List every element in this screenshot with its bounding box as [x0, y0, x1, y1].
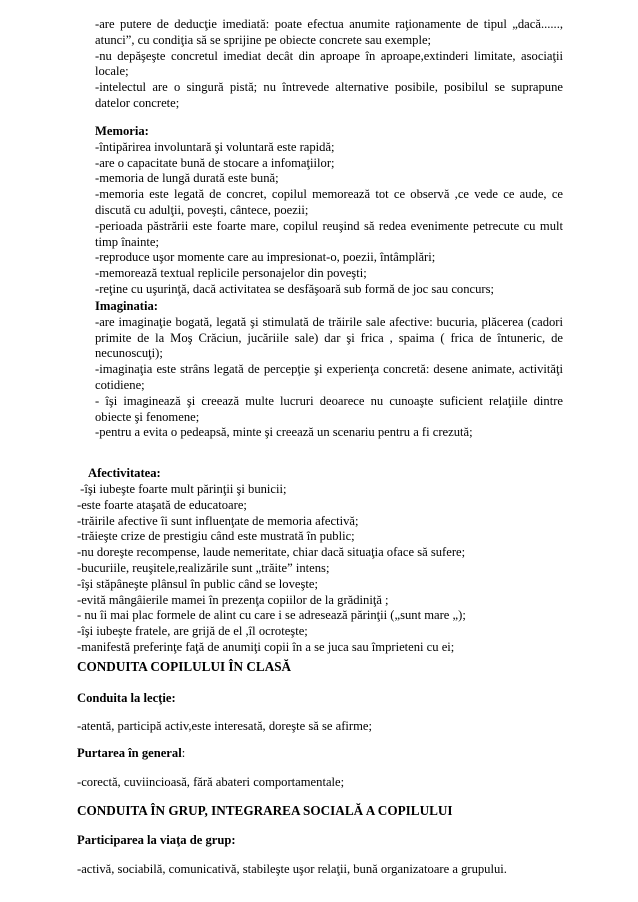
afectivitatea-line: -trăieşte crize de prestigiu când este mustrată în public;	[77, 529, 355, 544]
imaginatia-line: - îşi imaginează şi creează multe lucruri deoarece nu cunoaşte suficient relaţiile dintre obiecte şi fenomene;	[95, 393, 563, 424]
conduita-clasa-heading-wrap	[77, 659, 567, 675]
memoria-section	[95, 124, 563, 298]
memoria-line: -întipărirea involuntară şi voluntară este rapidă;	[95, 139, 335, 154]
purtare-heading-line	[77, 746, 567, 762]
conduita-grup-heading-wrap	[77, 803, 567, 819]
memoria-line: -perioada păstrării este foarte mare, copilul reuşind să redea evenimente petrecute cu mult timp înainte;	[95, 218, 563, 249]
intellect-line: -are putere de deducţie imediată: poate efectua anumite raţionamente de tipul „dacă......, atunci”, cu condiţia să se sprijine pe obiecte concrete sau exemple;	[95, 17, 563, 47]
memoria-line: -memorează textual replicile personajelor din poveşti;	[95, 266, 367, 281]
participare-text-wrap	[77, 862, 567, 878]
afectivitatea-line: -evită mângâierile mamei în prezenţa copiilor de la grădiniţă ;	[77, 592, 389, 607]
afectivitatea-line: -îşi iubeşte foarte mult părinţii şi bunicii;	[77, 482, 287, 496]
imaginatia-line: -pentru a evita o pedeapsă, minte şi creează un scenariu pentru a fi crezută;	[95, 425, 473, 440]
imaginatia-section	[95, 299, 563, 441]
memoria-line: -memoria este legată de concret, copilul memorează tot ce observă ,ce vede ce aude, ce discută cu adulţii, poveşti, cântece, poezii;	[95, 187, 563, 217]
conduita-lectie-heading-wrap	[77, 691, 567, 707]
purtare-text: -corectă, cuviincioasă, fără abateri comportamentale;	[77, 775, 345, 789]
afectivitatea-line: -este foarte ataşată de educatoare;	[77, 497, 247, 512]
intellect-line: -nu depăşeşte concretul imediat decât din aproape în aproape,extinderi limitate, asociaţii locale;	[95, 48, 563, 79]
imaginatia-line: -imaginaţia este strâns legată de percepţie şi experienţa concretă: desene animate, activităţi cotidiene;	[95, 362, 563, 392]
conduita-clasa-heading: CONDUITA COPILULUI ÎN CLASĂ	[77, 659, 292, 674]
memoria-line: -reţine cu uşurinţă, dacă activitatea se desfăşoară sub formă de joc sau concurs;	[95, 281, 494, 296]
afectivitatea-section	[77, 482, 567, 656]
purtare-colon: :	[181, 746, 186, 760]
afectivitatea-line: -îşi iubeşte fratele, are grijă de el ,îl ocroteşte;	[77, 624, 308, 639]
imaginatia-line: -are imaginaţie bogată, legată şi stimulată de trăirile sale afective: bucuria, plăcerea (cadori primite de la Moş Crăciun, jucăriile sale) dar şi frica , spaima ( frica de întuneric, de necunoscuţi);	[95, 314, 563, 361]
afectivitatea-line: - nu îi mai plac formele de alint cu care i se adresează părinţii („sunt mare „);	[77, 608, 466, 623]
conduita-lectie-text-wrap	[77, 719, 567, 735]
purtare-heading: Purtarea în general	[77, 746, 182, 760]
afectivitatea-heading-wrap	[88, 466, 161, 482]
memoria-line: -are o capacitate bună de stocare a infomaţiilor;	[95, 155, 335, 170]
conduita-lectie-text: -atentă, participă activ,este interesată, doreşte să se afirme;	[77, 719, 372, 733]
imaginatia-heading: Imaginatia:	[95, 299, 158, 313]
conduita-grup-heading: CONDUITA ÎN GRUP, INTEGRAREA SOCIALĂ A COPILULUI	[77, 803, 453, 818]
memoria-line: -memoria de lungă durată este bună;	[95, 171, 279, 186]
afectivitatea-line: -îşi stăpâneşte plânsul în public când se loveşte;	[77, 576, 318, 591]
participare-heading: Participarea la viaţa de grup:	[77, 833, 236, 847]
participare-text: -activă, sociabilă, comunicativă, stabileşte uşor relaţii, bună organizatoare a grupului.	[77, 862, 507, 876]
afectivitatea-heading: Afectivitatea:	[88, 466, 161, 480]
memoria-line: -reproduce uşor momente care au impresionat-o, poezii, întâmplări;	[95, 250, 436, 265]
intellect-section	[95, 17, 563, 112]
afectivitatea-line: -nu doreşte recompense, laude nemeritate, chiar dacă situaţia oface să sufere;	[77, 545, 466, 560]
intellect-line: -intelectul are o singură pistă; nu întrevede alternative posibile, posibilul se suprapune datelor concrete;	[95, 80, 563, 110]
afectivitatea-line: -bucuriile, reuşitele,realizările sunt „trăite” intens;	[77, 560, 330, 575]
participare-heading-wrap	[77, 833, 567, 849]
conduita-lectie-heading: Conduita la lecţie:	[77, 691, 176, 705]
afectivitatea-line: -trăirile afective îi sunt influenţate de memoria afectivă;	[77, 513, 359, 528]
memoria-heading: Memoria:	[95, 124, 149, 138]
afectivitatea-line: -manifestă preferinţe faţă de anumiţi copii în a se juca sau împrieteni cu ei;	[77, 639, 455, 654]
purtare-text-wrap	[77, 775, 567, 791]
purtare-heading-wrap	[77, 746, 567, 762]
